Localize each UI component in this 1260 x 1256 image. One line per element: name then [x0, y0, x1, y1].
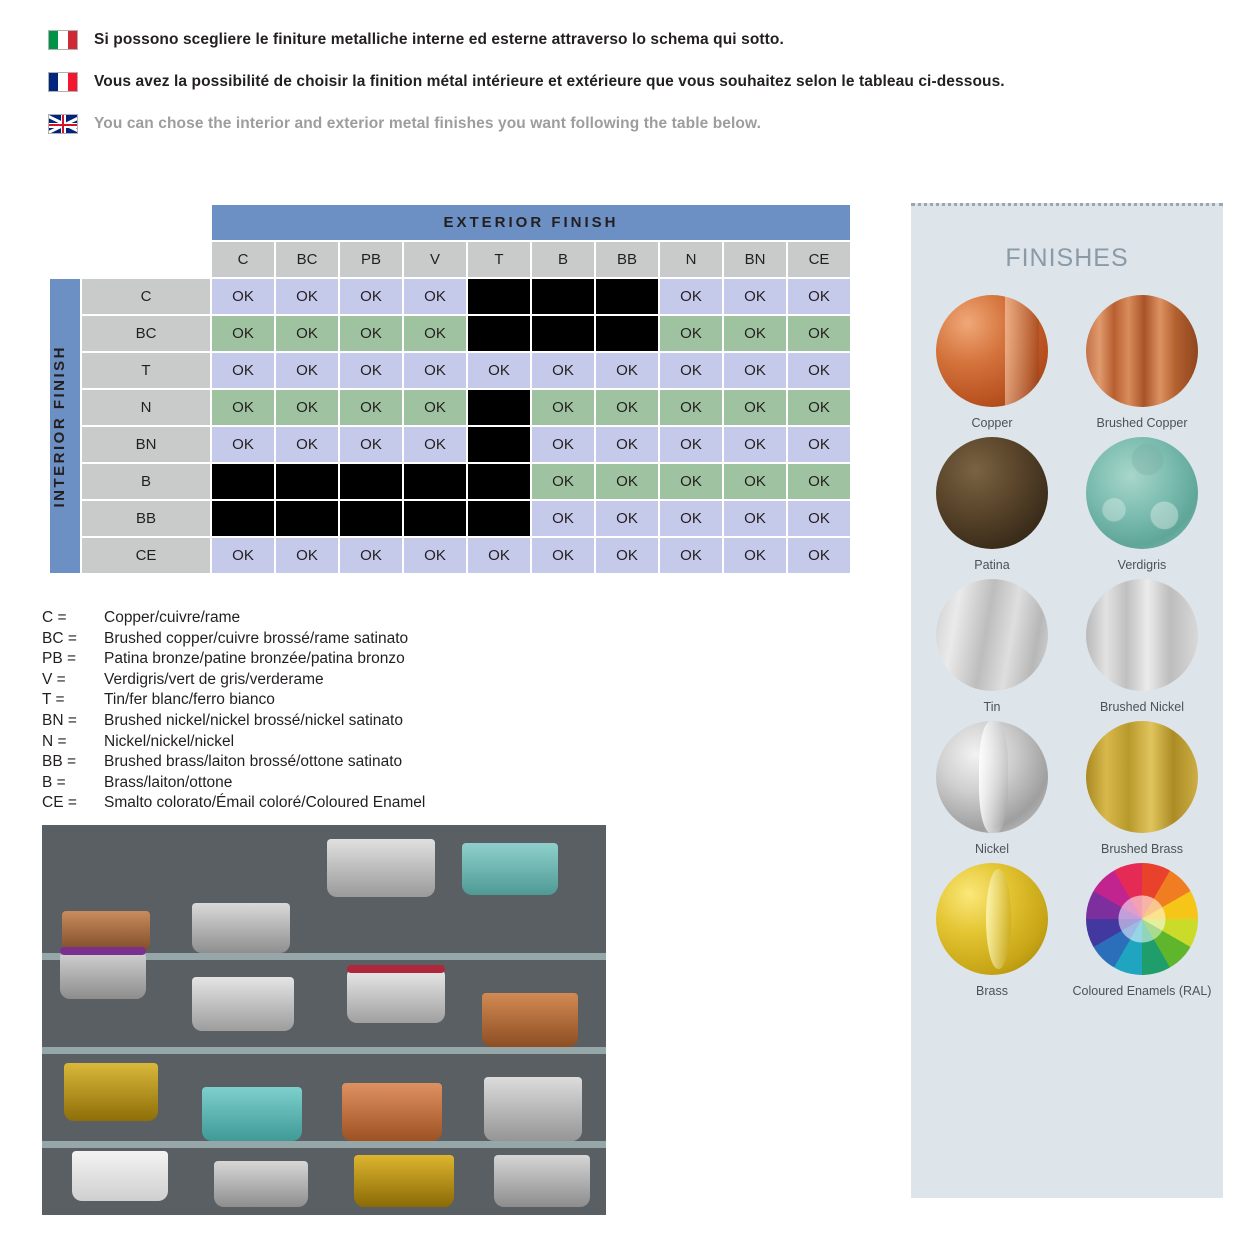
finish-swatch-brass [919, 863, 1065, 999]
row-header-t: T [82, 353, 210, 388]
nickel-swatch-icon [936, 721, 1048, 833]
finish-swatch-nickel [919, 721, 1065, 857]
finish-swatch-brushed-nickel [1069, 579, 1215, 715]
matrix-cell-ok: OK [724, 316, 786, 351]
legend-code: CE = [42, 794, 77, 812]
matrix-row [50, 353, 850, 388]
intro-block [48, 30, 1168, 156]
matrix-cell-ok: OK [660, 538, 722, 573]
matrix-cell-blocked [468, 390, 530, 425]
matrix-cell-blocked [468, 427, 530, 462]
legend-description: Tin/fer blanc/ferro bianco [104, 691, 275, 709]
matrix-cell-ok: OK [404, 316, 466, 351]
product-photo [42, 825, 606, 1215]
row-header-n: N [82, 390, 210, 425]
matrix-cell-blocked [404, 464, 466, 499]
column-header-ce: CE [788, 242, 850, 277]
matrix-row [50, 316, 850, 351]
matrix-cell-ok: OK [660, 390, 722, 425]
finishes-title: FINISHES [1005, 244, 1129, 272]
legend-description: Brushed brass/laiton brossé/ottone satinato [104, 753, 403, 771]
matrix-cell-ok: OK [788, 464, 850, 499]
finish-swatch-patina [919, 437, 1065, 573]
matrix-cell-ok: OK [404, 538, 466, 573]
brushed-nickel-swatch-icon [1086, 579, 1198, 691]
matrix-cell-ok: OK [660, 353, 722, 388]
column-header-bc: BC [276, 242, 338, 277]
matrix-cell-blocked [532, 279, 594, 314]
matrix-cell-ok: OK [724, 353, 786, 388]
tin-swatch-icon [936, 579, 1048, 691]
matrix-cell-ok: OK [660, 464, 722, 499]
matrix-cell-blocked [532, 316, 594, 351]
matrix-cell-ok: OK [276, 390, 338, 425]
matrix-cell-ok: OK [660, 501, 722, 536]
legend-description: Brass/laiton/ottone [104, 773, 233, 791]
matrix-cell-ok: OK [532, 390, 594, 425]
matrix-cell-ok: OK [468, 538, 530, 573]
matrix-cell-ok: OK [596, 390, 658, 425]
legend-item [42, 752, 425, 773]
italy-flag-icon [48, 30, 78, 50]
france-flag-icon [48, 72, 78, 92]
matrix-row [50, 464, 850, 499]
row-header-bn: BN [82, 427, 210, 462]
legend-item [42, 711, 425, 732]
matrix-cell-ok: OK [340, 538, 402, 573]
matrix-cell-ok: OK [276, 279, 338, 314]
matrix-cell-blocked [276, 501, 338, 536]
matrix-cell-ok: OK [404, 390, 466, 425]
matrix-header-row [50, 205, 850, 240]
finish-swatch-tin [919, 579, 1065, 715]
matrix-cell-ok: OK [788, 353, 850, 388]
matrix-cell-ok: OK [212, 390, 274, 425]
matrix-corner [50, 205, 210, 240]
column-header-pb: PB [340, 242, 402, 277]
legend-item [42, 773, 425, 794]
matrix-cell-ok: OK [404, 427, 466, 462]
interior-finish-header [50, 279, 80, 573]
finishes-panel [911, 203, 1223, 1198]
matrix-column-header-row [50, 242, 850, 277]
uk-flag-icon [48, 114, 78, 134]
matrix-cell-ok: OK [788, 390, 850, 425]
matrix-cell-blocked [468, 501, 530, 536]
matrix-cell-ok: OK [724, 501, 786, 536]
finish-swatch-label: Copper [971, 416, 1013, 430]
intro-text-french: Vous avez la possibilité de choisir la finition métal intérieure et extérieure que vous souhaitez selon le tableau ci-dessous. [94, 73, 1005, 90]
matrix-cell-ok: OK [596, 353, 658, 388]
legend-description: Brushed copper/cuivre brossé/rame satinato [104, 629, 409, 647]
matrix-cell-ok: OK [532, 538, 594, 573]
matrix-row [50, 501, 850, 536]
finish-swatch-label: Brushed Nickel [1099, 700, 1185, 714]
legend-item [42, 649, 425, 670]
legend-code: PB = [42, 650, 77, 668]
matrix-cell-ok: OK [404, 353, 466, 388]
legend-code: BN = [42, 711, 77, 729]
matrix-cell-ok: OK [596, 501, 658, 536]
matrix-cell-ok: OK [724, 464, 786, 499]
finish-swatch-label: Brushed Brass [1101, 842, 1183, 856]
row-header-bc: BC [82, 316, 210, 351]
matrix-cell-ok: OK [212, 353, 274, 388]
intro-line-english [48, 114, 1168, 134]
matrix-cell-ok: OK [724, 390, 786, 425]
matrix-cell-ok: OK [340, 390, 402, 425]
matrix-cell-ok: OK [340, 279, 402, 314]
finish-swatch-copper [919, 295, 1065, 431]
matrix-cell-ok: OK [212, 427, 274, 462]
legend-description: Nickel/nickel/nickel [104, 732, 235, 750]
legend-description: Verdigris/vert de gris/verderame [104, 670, 324, 688]
legend-item [42, 608, 425, 629]
matrix-cell-ok: OK [660, 279, 722, 314]
finish-swatch-label: Verdigris [1117, 558, 1167, 572]
column-header-c: C [212, 242, 274, 277]
matrix-cell-ok: OK [212, 316, 274, 351]
matrix-cell-ok: OK [212, 538, 274, 573]
finish-swatch-verdigris [1069, 437, 1215, 573]
finish-swatch-label: Tin [983, 700, 1001, 714]
matrix-cell-ok: OK [340, 316, 402, 351]
legend-description: Brushed nickel/nickel brossé/nickel satinato [104, 711, 403, 729]
matrix-cell-ok: OK [788, 316, 850, 351]
patina-swatch-icon [936, 437, 1048, 549]
matrix-cell-ok: OK [596, 464, 658, 499]
matrix-cell-blocked [340, 501, 402, 536]
matrix-row [50, 279, 850, 314]
legend-description: Copper/cuivre/rame [104, 609, 241, 626]
matrix-cell-ok: OK [532, 464, 594, 499]
copper-swatch-icon [936, 295, 1048, 407]
legend-code: C = [42, 609, 67, 626]
finish-swatch-brushed-copper [1069, 295, 1215, 431]
row-header-c: C [82, 279, 210, 314]
legend-code: BC = [42, 629, 77, 647]
matrix-cell-ok: OK [724, 427, 786, 462]
legend-item [42, 793, 425, 814]
matrix-cell-blocked [468, 316, 530, 351]
matrix-cell-ok: OK [788, 427, 850, 462]
row-header-b: B [82, 464, 210, 499]
matrix-cell-ok: OK [276, 353, 338, 388]
matrix-cell-ok: OK [340, 353, 402, 388]
brushed-copper-swatch-icon [1086, 295, 1198, 407]
matrix-cell-ok: OK [788, 538, 850, 573]
matrix-cell-ok: OK [468, 353, 530, 388]
legend-item [42, 670, 425, 691]
matrix-cell-ok: OK [212, 279, 274, 314]
intro-line-italian [48, 30, 1168, 50]
matrix-cell-ok: OK [660, 427, 722, 462]
legend-list [42, 608, 425, 814]
matrix-cell-ok: OK [532, 427, 594, 462]
matrix-cell-blocked [276, 464, 338, 499]
matrix-cell-ok: OK [532, 353, 594, 388]
finish-swatch-label: Patina [974, 558, 1010, 572]
interior-finish-header-text: INTERIOR FINISH [51, 344, 68, 508]
row-header-ce: CE [82, 538, 210, 573]
matrix-table [48, 203, 852, 575]
column-header-v: V [404, 242, 466, 277]
matrix-cell-blocked [404, 501, 466, 536]
legend-code: BB = [42, 753, 77, 771]
finish-swatch-label: Nickel [974, 842, 1010, 856]
verdigris-swatch-icon [1086, 437, 1198, 549]
matrix-cell-blocked [596, 316, 658, 351]
coloured-enamels-swatch-icon [1086, 863, 1198, 975]
matrix-cell-blocked [468, 464, 530, 499]
legend-code: V = [42, 670, 66, 688]
legend-item [42, 629, 425, 650]
finish-compatibility-table [48, 203, 852, 575]
matrix-cell-ok: OK [532, 501, 594, 536]
intro-line-french [48, 72, 1168, 92]
matrix-cell-ok: OK [596, 538, 658, 573]
column-header-bb: BB [596, 242, 658, 277]
matrix-cell-blocked [212, 464, 274, 499]
matrix-cell-blocked [596, 279, 658, 314]
matrix-cell-blocked [468, 279, 530, 314]
matrix-row [50, 427, 850, 462]
legend-description: Patina bronze/patine bronzée/patina bronzo [104, 650, 405, 668]
finish-swatch-coloured-enamels [1069, 863, 1215, 999]
brushed-brass-swatch-icon [1086, 721, 1198, 833]
matrix-cell-blocked [212, 501, 274, 536]
matrix-cell-ok: OK [404, 279, 466, 314]
matrix-cell-ok: OK [724, 538, 786, 573]
legend-item [42, 732, 425, 753]
matrix-cell-ok: OK [788, 501, 850, 536]
matrix-cell-blocked [340, 464, 402, 499]
column-header-b: B [532, 242, 594, 277]
finish-swatch-label: Coloured Enamels (RAL) [1072, 984, 1212, 998]
row-header-bb: BB [82, 501, 210, 536]
finish-swatch-label: Brushed Copper [1096, 416, 1188, 430]
legend-code: T = [42, 691, 65, 709]
legend-code: N = [42, 732, 67, 750]
legend-description: Smalto colorato/Émail coloré/Coloured Enamel [104, 794, 426, 812]
exterior-finish-header: EXTERIOR FINISH [212, 205, 850, 240]
column-header-t: T [468, 242, 530, 277]
matrix-cell-ok: OK [276, 316, 338, 351]
brass-swatch-icon [936, 863, 1048, 975]
matrix-cell-ok: OK [596, 427, 658, 462]
intro-text-english: You can chose the interior and exterior metal finishes you want following the table below. [94, 115, 761, 132]
matrix-row [50, 390, 850, 425]
matrix-cell-ok: OK [276, 538, 338, 573]
matrix-cell-ok: OK [276, 427, 338, 462]
finish-swatch-label: Brass [976, 984, 1008, 998]
matrix-cell-ok: OK [340, 427, 402, 462]
finishes-swatch-grid [911, 273, 1223, 999]
matrix-cell-ok: OK [788, 279, 850, 314]
matrix-row [50, 538, 850, 573]
column-header-n: N [660, 242, 722, 277]
finish-swatch-brushed-brass [1069, 721, 1215, 857]
column-header-bn: BN [724, 242, 786, 277]
legend-item [42, 690, 425, 711]
legend-code: B = [42, 773, 66, 791]
matrix-cell-ok: OK [724, 279, 786, 314]
matrix-corner-2 [50, 242, 210, 277]
matrix-cell-ok: OK [660, 316, 722, 351]
intro-text-italian: Si possono scegliere le finiture metalliche interne ed esterne attraverso lo schema qui sotto. [94, 31, 784, 48]
